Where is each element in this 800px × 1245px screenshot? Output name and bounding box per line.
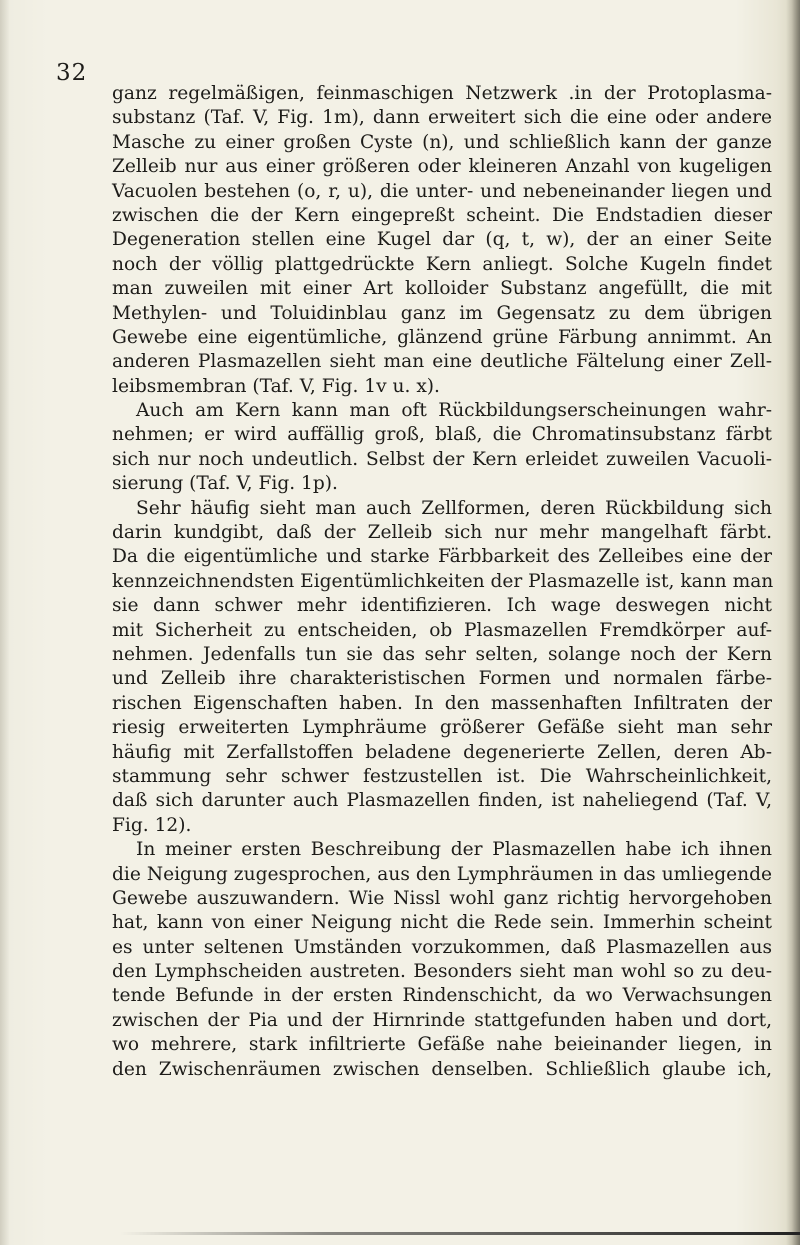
text-line: Methylen- und Toluidinblau ganz im Gegensatz zu dem übrigen xyxy=(112,302,772,324)
text-line: Vacuolen bestehen (o, r, u), die unter- und nebeneinander liegen und xyxy=(112,180,772,202)
text-line: rischen Eigenschaften haben. In den massenhaften Infiltraten der xyxy=(112,692,772,714)
page-left-shadow xyxy=(0,0,10,1245)
text-line: und Zelleib ihre charakteristischen Formen und normalen färbe- xyxy=(112,668,772,690)
text-line: Degeneration stellen eine Kugel dar (q, t, w), der an einer Seite xyxy=(112,229,772,251)
text-line: nehmen. Jedenfalls tun sie das sehr selten, solange noch der Kern xyxy=(112,643,772,665)
body-text xyxy=(112,82,772,1082)
text-line: sierung (Taf. V, Fig. 1p). xyxy=(112,473,338,495)
text-line: Gewebe auszuwandern. Wie Nissl wohl ganz richtig hervorgehoben xyxy=(112,887,772,909)
text-line: sich nur noch undeutlich. Selbst der Kern erleidet zuweilen Vacuoli- xyxy=(112,448,772,470)
page-number: 32 xyxy=(56,60,88,86)
text-line: substanz (Taf. V, Fig. 1m), dann erweitert sich die eine oder andere xyxy=(112,107,772,129)
text-line: hat, kann von einer Neigung nicht die Rede sein. Immerhin scheint xyxy=(112,912,772,934)
page-right-edge xyxy=(786,0,800,1245)
text-line: anderen Plasmazellen sieht man eine deutliche Fältelung einer Zell- xyxy=(112,351,772,373)
text-line: mit Sicherheit zu entscheiden, ob Plasmazellen Fremdkörper auf- xyxy=(112,619,772,641)
text-line: zwischen die der Kern eingepreßt scheint. Die Endstadien dieser xyxy=(112,204,772,226)
text-line: In meiner ersten Beschreibung der Plasmazellen habe ich ihnen xyxy=(136,839,772,861)
text-line: Fig. 12). xyxy=(112,814,192,836)
text-line: noch der völlig plattgedrückte Kern anliegt. Solche Kugeln findet xyxy=(112,253,772,275)
text-line: man zuweilen mit einer Art kolloider Substanz angefüllt, die mit xyxy=(112,278,772,300)
text-line: Zelleib nur aus einer größeren oder kleineren Anzahl von kugeligen xyxy=(112,156,772,178)
text-line: nehmen; er wird auffällig groß, blaß, die Chromatinsubstanz färbt xyxy=(112,424,772,446)
text-line: Da die eigentümliche und starke Färbbarkeit des Zelleibes eine der xyxy=(112,546,772,568)
page-bottom-edge xyxy=(120,1232,800,1235)
text-line: daß sich darunter auch Plasmazellen finden, ist naheliegend (Taf. V, xyxy=(112,790,772,812)
text-line: wo mehrere, stark infiltrierte Gefäße nahe beieinander liegen, in xyxy=(112,1034,772,1056)
text-line: stammung sehr schwer festzustellen ist. Die Wahrscheinlichkeit, xyxy=(112,765,772,787)
text-line: es unter seltenen Umständen vorzukommen, daß Plasmazellen aus xyxy=(112,936,772,958)
text-line: zwischen der Pia und der Hirnrinde stattgefunden haben und dort, xyxy=(112,1009,772,1031)
text-line: riesig erweiterten Lymphräume größerer Gefäße sieht man sehr xyxy=(112,717,772,739)
text-line: Masche zu einer großen Cyste (n), und schließlich kann der ganze xyxy=(112,131,772,153)
text-line: darin kundgibt, daß der Zelleib sich nur mehr mangelhaft färbt. xyxy=(112,522,772,544)
text-line: leibsmembran (Taf. V, Fig. 1v u. x). xyxy=(112,375,440,397)
text-line: Auch am Kern kann man oft Rückbildungserscheinungen wahr- xyxy=(136,400,772,422)
text-line: kennzeichnendsten Eigentümlichkeiten der Plasmazelle ist, kann man xyxy=(112,570,774,592)
text-line: den Zwischenräumen zwischen denselben. Schließlich glaube ich, xyxy=(112,1058,772,1080)
text-line: die Neigung zugesprochen, aus den Lymphräumen in das umliegende xyxy=(112,863,772,885)
text-line: tende Befunde in der ersten Rindenschicht, da wo Verwachsungen xyxy=(112,985,772,1007)
text-line: Gewebe eine eigentümliche, glänzend grüne Färbung annimmt. An xyxy=(112,326,772,348)
text-line: ganz regelmäßigen, feinmaschigen Netzwerk .in der Protoplasma- xyxy=(112,83,772,104)
text-line: häufig mit Zerfallstoffen beladene degenerierte Zellen, deren Ab- xyxy=(112,741,772,763)
text-line: den Lymphscheiden austreten. Besonders sieht man wohl so zu deu- xyxy=(112,961,772,983)
text-line: sie dann schwer mehr identifizieren. Ich wage deswegen nicht xyxy=(112,595,772,617)
text-line: Sehr häufig sieht man auch Zellformen, deren Rückbildung sich xyxy=(136,497,772,519)
